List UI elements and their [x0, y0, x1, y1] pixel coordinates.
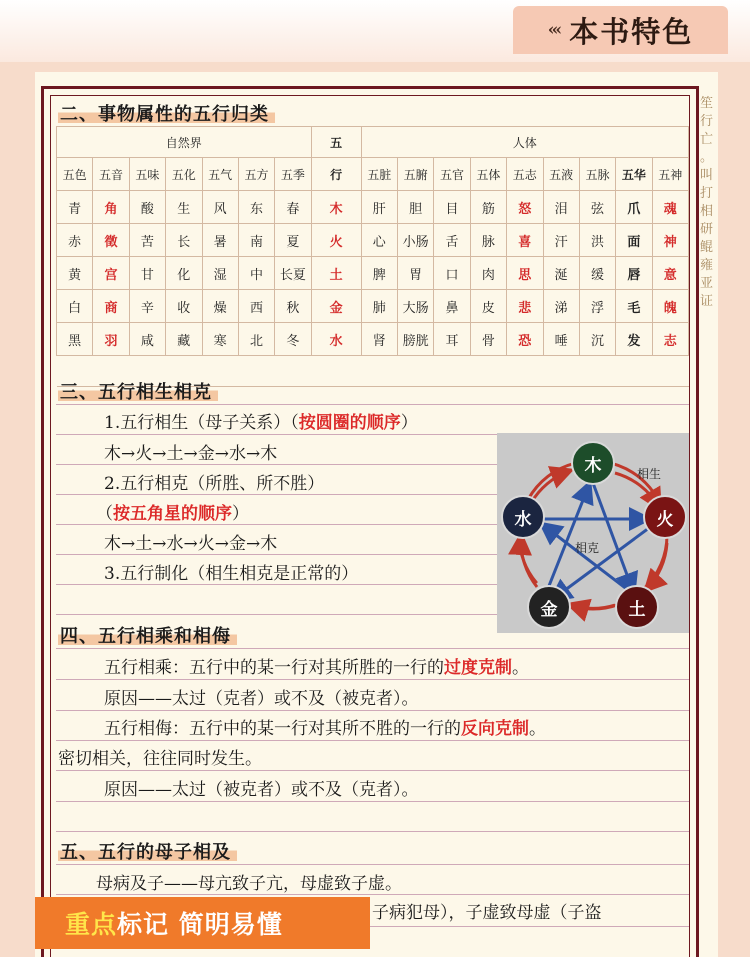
col-header: 五季	[275, 158, 311, 191]
table-cell: 白	[57, 290, 93, 323]
ruled-line	[56, 404, 689, 405]
s4-line-1: 五行相乘：五行中的某一行对其所胜的一行的过度克制。	[104, 658, 529, 678]
table-row	[57, 290, 689, 323]
corner-tab	[513, 6, 728, 54]
table-cell: 赤	[57, 224, 93, 257]
table-cell: 怒	[507, 191, 543, 224]
table-cell: 春	[275, 191, 311, 224]
table-cell: 冬	[275, 323, 311, 356]
s4-line-3: 五行相侮：五行中的某一行对其所不胜的一行的反向克制。	[104, 719, 546, 739]
table-cell: 脾	[361, 257, 397, 290]
table-cell: 羽	[93, 323, 129, 356]
s4-line-5: 原因——太过（被克者）或不及（克者）。	[104, 780, 419, 800]
ruled-line	[56, 864, 689, 865]
ruled-line	[56, 770, 689, 771]
element-cell: 火	[311, 224, 361, 257]
section-heading-3: 三、五行相生相克	[58, 378, 218, 404]
node-water: 水	[501, 495, 545, 539]
table-cell: 燥	[202, 290, 238, 323]
table-cell: 肉	[470, 257, 506, 290]
node-wood: 木	[571, 441, 615, 485]
table-cell: 筋	[470, 191, 506, 224]
label-ke: 相克	[575, 541, 600, 555]
table-cell: 爪	[616, 191, 652, 224]
node-metal: 金	[527, 585, 571, 629]
s3-line-4: （按五角星的顺序）	[96, 504, 249, 524]
table-group-row	[57, 127, 689, 158]
ruled-line	[56, 740, 689, 741]
element-cell: 金	[311, 290, 361, 323]
table-cell: 辛	[129, 290, 165, 323]
s3-line-2: 木→火→土→金→水→木	[104, 444, 278, 464]
table-cell: 膀胱	[398, 323, 434, 356]
table-cell: 宫	[93, 257, 129, 290]
table-cell: 北	[238, 323, 274, 356]
table-cell: 大肠	[398, 290, 434, 323]
table-cell: 心	[361, 224, 397, 257]
section-heading-4: 四、五行相乘和相侮	[58, 622, 237, 648]
ruled-line	[56, 831, 689, 832]
table-cell: 骨	[470, 323, 506, 356]
table-cell: 商	[93, 290, 129, 323]
banner-highlight: 重点	[65, 910, 118, 939]
banner-text: 标记 简明易懂	[117, 910, 283, 939]
table-cell: 收	[166, 290, 202, 323]
s5-line-2: 子病犯母），子虚致母虚（子盗	[372, 903, 602, 923]
table-cell: 志	[652, 323, 688, 356]
corner-tab-title: 本书特色	[569, 14, 694, 49]
wuxing-table	[56, 126, 689, 387]
s3-line-3: 2.五行相克（所胜、所不胜）	[104, 474, 325, 494]
col-header: 五神	[652, 158, 688, 191]
col-header: 五官	[434, 158, 470, 191]
ruled-line	[56, 679, 689, 680]
table-cell: 藏	[166, 323, 202, 356]
table-cell: 脉	[470, 224, 506, 257]
table-cell: 角	[93, 191, 129, 224]
table-cell: 魂	[652, 191, 688, 224]
table-cell: 鼻	[434, 290, 470, 323]
s5-line-1: 母病及子——母亢致子亢，母虚致子虚。	[96, 874, 402, 894]
col-header: 五味	[129, 158, 165, 191]
table-cell: 风	[202, 191, 238, 224]
table-cell: 唇	[616, 257, 652, 290]
col-header: 五气	[202, 158, 238, 191]
col-header: 五腑	[398, 158, 434, 191]
table-cell: 黄	[57, 257, 93, 290]
table-cell: 南	[238, 224, 274, 257]
element-cell: 木	[311, 191, 361, 224]
table-cell: 口	[434, 257, 470, 290]
human-group-header: 人体	[361, 127, 688, 158]
table-cell: 发	[616, 323, 652, 356]
label-sheng: 相生	[637, 467, 662, 481]
table-cell: 东	[238, 191, 274, 224]
col-header: 五化	[166, 158, 202, 191]
table-cell: 神	[652, 224, 688, 257]
s4-line-4: 密切相关，往往同时发生。	[58, 749, 262, 769]
table-row	[57, 257, 689, 290]
section-heading-2: 二、事物属性的五行归类	[58, 100, 275, 126]
table-cell: 目	[434, 191, 470, 224]
table-cell: 毛	[616, 290, 652, 323]
ruled-line	[56, 710, 689, 711]
table-cell: 缓	[579, 257, 615, 290]
table-column-row	[57, 158, 689, 191]
element-cell: 土	[311, 257, 361, 290]
table-cell: 涕	[543, 290, 579, 323]
chevron-left-icon: ‹‹‹	[547, 20, 560, 40]
table-cell: 中	[238, 257, 274, 290]
table-cell: 小肠	[398, 224, 434, 257]
wuxing-header-bottom: 行	[311, 158, 361, 191]
table-cell: 皮	[470, 290, 506, 323]
col-header: 五志	[507, 158, 543, 191]
table-cell: 苦	[129, 224, 165, 257]
table-cell: 汗	[543, 224, 579, 257]
col-header: 五音	[93, 158, 129, 191]
col-header: 五方	[238, 158, 274, 191]
table-cell: 思	[507, 257, 543, 290]
table-cell: 胆	[398, 191, 434, 224]
table-row	[57, 224, 689, 257]
side-strip-text: 笙 行 亡 。 叫 打 相 研 鲲 雍 亚 证	[700, 96, 714, 309]
table-cell: 悲	[507, 290, 543, 323]
feature-banner	[35, 897, 370, 949]
col-header: 五色	[57, 158, 93, 191]
table-cell: 面	[616, 224, 652, 257]
s4-line-2: 原因——太过（克者）或不及（被克者）。	[104, 689, 419, 709]
table-cell: 咸	[129, 323, 165, 356]
table-cell: 夏	[275, 224, 311, 257]
ruled-line	[56, 801, 689, 802]
table-cell: 弦	[579, 191, 615, 224]
table-cell: 生	[166, 191, 202, 224]
node-earth: 土	[615, 585, 659, 629]
table-cell: 肾	[361, 323, 397, 356]
ruled-line	[56, 648, 689, 649]
table-cell: 西	[238, 290, 274, 323]
table-cell: 洪	[579, 224, 615, 257]
table-cell: 舌	[434, 224, 470, 257]
table-cell: 长夏	[275, 257, 311, 290]
table-cell: 寒	[202, 323, 238, 356]
section-heading-5: 五、五行的母子相及	[58, 838, 237, 864]
nature-group-header: 自然界	[57, 127, 312, 158]
table-cell: 恐	[507, 323, 543, 356]
table-cell: 甘	[129, 257, 165, 290]
table-cell: 暑	[202, 224, 238, 257]
table-row	[57, 323, 689, 356]
table-cell: 肝	[361, 191, 397, 224]
table-cell: 喜	[507, 224, 543, 257]
table-cell: 涎	[543, 257, 579, 290]
table-row	[57, 191, 689, 224]
table-cell: 酸	[129, 191, 165, 224]
col-header: 五脏	[361, 158, 397, 191]
table-cell: 肺	[361, 290, 397, 323]
table-cell: 青	[57, 191, 93, 224]
col-header: 五脉	[579, 158, 615, 191]
table-cell: 魄	[652, 290, 688, 323]
table-cell: 耳	[434, 323, 470, 356]
node-fire: 火	[643, 495, 687, 539]
col-header: 五体	[470, 158, 506, 191]
table-cell: 长	[166, 224, 202, 257]
col-header: 五华	[616, 158, 652, 191]
s3-line-5: 木→土→水→火→金→木	[104, 534, 278, 554]
table-cell: 唾	[543, 323, 579, 356]
table-cell: 徵	[93, 224, 129, 257]
table-cell: 胃	[398, 257, 434, 290]
table-cell: 沉	[579, 323, 615, 356]
wuxing-header-top: 五	[311, 127, 361, 158]
s3-line-6: 3.五行制化（相生相克是正常的）	[104, 564, 359, 584]
table-cell: 秋	[275, 290, 311, 323]
table-cell: 黑	[57, 323, 93, 356]
table-cell: 湿	[202, 257, 238, 290]
col-header: 五液	[543, 158, 579, 191]
table-cell: 化	[166, 257, 202, 290]
table-cell: 泪	[543, 191, 579, 224]
wuxing-cycle-diagram	[497, 433, 689, 633]
ruled-line	[56, 894, 689, 895]
table-cell: 意	[652, 257, 688, 290]
s3-line-1: 1.五行相生（母子关系）（按圆圈的顺序）	[104, 413, 418, 433]
element-cell: 水	[311, 323, 361, 356]
table-cell: 浮	[579, 290, 615, 323]
